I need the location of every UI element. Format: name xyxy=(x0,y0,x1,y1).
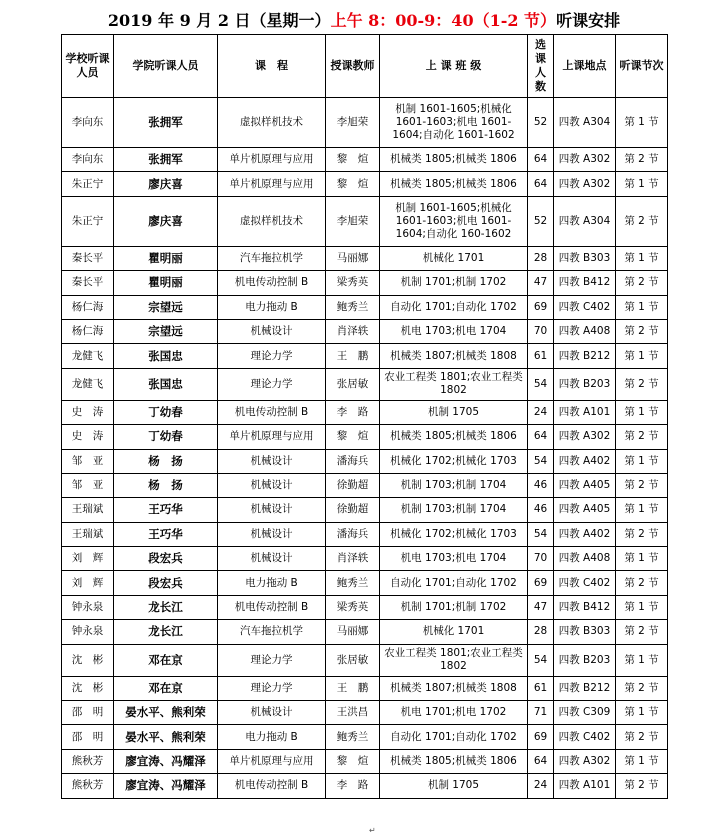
table-row xyxy=(62,749,668,773)
teacher-cell: 马丽娜 xyxy=(326,246,380,270)
count-cell: 46 xyxy=(528,498,554,522)
room-cell: 四教 B303 xyxy=(554,246,616,270)
title-prefix: 2019 年 9 月 2 日（星期一） xyxy=(107,11,331,30)
room-cell: 四教 A408 xyxy=(554,319,616,343)
room-cell: 四教 A405 xyxy=(554,473,616,497)
header-course: 课 程 xyxy=(218,35,326,98)
teacher-cell: 鲍秀兰 xyxy=(326,571,380,595)
table-row xyxy=(62,620,668,644)
teacher-cell: 黎 煊 xyxy=(326,425,380,449)
classes-cell: 自动化 1701;自动化 1702 xyxy=(380,295,528,319)
classes-cell: 农业工程类 1801;农业工程类 1802 xyxy=(380,644,528,676)
teacher-cell: 王洪昌 xyxy=(326,701,380,725)
count-cell: 61 xyxy=(528,676,554,700)
course-cell: 理论力学 xyxy=(218,368,326,400)
school-person-cell: 李向东 xyxy=(62,98,114,148)
period-cell: 第 1 节 xyxy=(616,547,668,571)
school-person-cell: 朱正宁 xyxy=(62,172,114,196)
course-cell: 汽车拖拉机学 xyxy=(218,246,326,270)
college-person-cell: 张拥军 xyxy=(114,98,218,148)
period-cell: 第 1 节 xyxy=(616,246,668,270)
classes-cell: 机械类 1807;机械类 1808 xyxy=(380,344,528,368)
course-cell: 机械设计 xyxy=(218,498,326,522)
school-person-cell: 史 涛 xyxy=(62,400,114,424)
period-cell: 第 1 节 xyxy=(616,701,668,725)
course-cell: 机电传动控制 B xyxy=(218,271,326,295)
table-row xyxy=(62,473,668,497)
table-row xyxy=(62,196,668,246)
teacher-cell: 肖泽轶 xyxy=(326,319,380,343)
teacher-cell: 李 路 xyxy=(326,400,380,424)
period-cell: 第 2 节 xyxy=(616,571,668,595)
school-person-cell: 李向东 xyxy=(62,148,114,172)
teacher-cell: 李旭荣 xyxy=(326,98,380,148)
room-cell: 四教 A101 xyxy=(554,774,616,798)
school-person-cell: 沈 彬 xyxy=(62,644,114,676)
classes-cell: 机制 1601-1605;机械化 1601-1603;机电 1601-1604;自动化 1601-1602 xyxy=(380,98,528,148)
college-person-cell: 杨 扬 xyxy=(114,473,218,497)
teacher-cell: 王 鹏 xyxy=(326,344,380,368)
period-cell: 第 1 节 xyxy=(616,644,668,676)
period-cell: 第 1 节 xyxy=(616,98,668,148)
schedule-table xyxy=(61,34,668,799)
room-cell: 四教 C309 xyxy=(554,701,616,725)
count-cell: 47 xyxy=(528,271,554,295)
header-teacher: 授课教师 xyxy=(326,35,380,98)
count-cell: 61 xyxy=(528,344,554,368)
period-cell: 第 2 节 xyxy=(616,473,668,497)
count-cell: 52 xyxy=(528,196,554,246)
count-cell: 70 xyxy=(528,547,554,571)
course-cell: 单片机原理与应用 xyxy=(218,749,326,773)
course-cell: 机械设计 xyxy=(218,319,326,343)
school-person-cell: 秦长平 xyxy=(62,246,114,270)
count-cell: 71 xyxy=(528,701,554,725)
college-person-cell: 宗望远 xyxy=(114,319,218,343)
course-cell: 理论力学 xyxy=(218,644,326,676)
title-highlight: 上午 8：00-9：40（1-2 节） xyxy=(330,11,557,30)
classes-cell: 机制 1703;机制 1704 xyxy=(380,498,528,522)
teacher-cell: 徐勤超 xyxy=(326,498,380,522)
count-cell: 28 xyxy=(528,620,554,644)
course-cell: 电力拖动 B xyxy=(218,295,326,319)
college-person-cell: 王巧华 xyxy=(114,498,218,522)
course-cell: 机电传动控制 B xyxy=(218,595,326,619)
college-person-cell: 晏水平、熊利荣 xyxy=(114,725,218,749)
header-college: 学院听课人员 xyxy=(114,35,218,98)
college-person-cell: 王巧华 xyxy=(114,522,218,546)
course-cell: 单片机原理与应用 xyxy=(218,172,326,196)
count-cell: 52 xyxy=(528,98,554,148)
table-row xyxy=(62,425,668,449)
classes-cell: 机械类 1805;机械类 1806 xyxy=(380,148,528,172)
room-cell: 四教 A302 xyxy=(554,425,616,449)
table-row xyxy=(62,344,668,368)
classes-cell: 机械类 1805;机械类 1806 xyxy=(380,172,528,196)
school-person-cell: 熊秋芳 xyxy=(62,774,114,798)
room-cell: 四教 A402 xyxy=(554,522,616,546)
teacher-cell: 李旭荣 xyxy=(326,196,380,246)
period-cell: 第 2 节 xyxy=(616,368,668,400)
table-row xyxy=(62,725,668,749)
count-cell: 28 xyxy=(528,246,554,270)
table-row xyxy=(62,571,668,595)
room-cell: 四教 B212 xyxy=(554,676,616,700)
college-person-cell: 段宏兵 xyxy=(114,547,218,571)
school-person-cell: 杨仁海 xyxy=(62,319,114,343)
teacher-cell: 徐勤超 xyxy=(326,473,380,497)
header-row xyxy=(62,35,668,98)
school-person-cell: 史 涛 xyxy=(62,425,114,449)
classes-cell: 自动化 1701;自动化 1702 xyxy=(380,571,528,595)
room-cell: 四教 B203 xyxy=(554,368,616,400)
count-cell: 54 xyxy=(528,449,554,473)
school-person-cell: 王瑞斌 xyxy=(62,498,114,522)
college-person-cell: 晏水平、熊利荣 xyxy=(114,701,218,725)
teacher-cell: 马丽娜 xyxy=(326,620,380,644)
period-cell: 第 2 节 xyxy=(616,676,668,700)
count-cell: 47 xyxy=(528,595,554,619)
room-cell: 四教 B412 xyxy=(554,271,616,295)
classes-cell: 机制 1705 xyxy=(380,400,528,424)
period-cell: 第 1 节 xyxy=(616,498,668,522)
college-person-cell: 瞿明丽 xyxy=(114,271,218,295)
classes-cell: 机电 1703;机电 1704 xyxy=(380,547,528,571)
college-person-cell: 龙长江 xyxy=(114,595,218,619)
classes-cell: 机械化 1702;机械化 1703 xyxy=(380,449,528,473)
classes-cell: 机制 1701;机制 1702 xyxy=(380,271,528,295)
period-cell: 第 2 节 xyxy=(616,425,668,449)
school-person-cell: 熊秋芳 xyxy=(62,749,114,773)
period-cell: 第 2 节 xyxy=(616,620,668,644)
classes-cell: 农业工程类 1801;农业工程类 1802 xyxy=(380,368,528,400)
school-person-cell: 王瑞斌 xyxy=(62,522,114,546)
college-person-cell: 廖宜涛、冯耀泽 xyxy=(114,774,218,798)
count-cell: 54 xyxy=(528,368,554,400)
period-cell: 第 1 节 xyxy=(616,749,668,773)
school-person-cell: 龙健飞 xyxy=(62,368,114,400)
classes-cell: 机制 1601-1605;机械化 1601-1603;机电 1601-1604;自动化 160-1602 xyxy=(380,196,528,246)
room-cell: 四教 A402 xyxy=(554,449,616,473)
count-cell: 54 xyxy=(528,644,554,676)
classes-cell: 机制 1705 xyxy=(380,774,528,798)
college-person-cell: 杨 扬 xyxy=(114,449,218,473)
college-person-cell: 廖宜涛、冯耀泽 xyxy=(114,749,218,773)
table-row xyxy=(62,295,668,319)
course-cell: 机械设计 xyxy=(218,449,326,473)
period-cell: 第 2 节 xyxy=(616,319,668,343)
period-cell: 第 2 节 xyxy=(616,196,668,246)
room-cell: 四教 A304 xyxy=(554,196,616,246)
course-cell: 单片机原理与应用 xyxy=(218,425,326,449)
period-cell: 第 1 节 xyxy=(616,449,668,473)
room-cell: 四教 B412 xyxy=(554,595,616,619)
table-row xyxy=(62,498,668,522)
table-row xyxy=(62,547,668,571)
teacher-cell: 王 鹏 xyxy=(326,676,380,700)
course-cell: 理论力学 xyxy=(218,676,326,700)
paragraph-mark: ↵ xyxy=(369,826,376,835)
period-cell: 第 2 节 xyxy=(616,725,668,749)
course-cell: 机械设计 xyxy=(218,473,326,497)
teacher-cell: 潘海兵 xyxy=(326,449,380,473)
school-person-cell: 沈 彬 xyxy=(62,676,114,700)
table-row xyxy=(62,246,668,270)
teacher-cell: 黎 煊 xyxy=(326,172,380,196)
room-cell: 四教 A408 xyxy=(554,547,616,571)
count-cell: 64 xyxy=(528,148,554,172)
table-row xyxy=(62,701,668,725)
table-row xyxy=(62,319,668,343)
college-person-cell: 龙长江 xyxy=(114,620,218,644)
room-cell: 四教 A304 xyxy=(554,98,616,148)
course-cell: 汽车拖拉机学 xyxy=(218,620,326,644)
classes-cell: 机械化 1701 xyxy=(380,246,528,270)
classes-cell: 机制 1703;机制 1704 xyxy=(380,473,528,497)
room-cell: 四教 B303 xyxy=(554,620,616,644)
classes-cell: 机电 1703;机电 1704 xyxy=(380,319,528,343)
header-room: 上课地点 xyxy=(554,35,616,98)
college-person-cell: 邓在京 xyxy=(114,644,218,676)
teacher-cell: 张居敏 xyxy=(326,368,380,400)
header-period: 听课节次 xyxy=(616,35,668,98)
classes-cell: 机械化 1701 xyxy=(380,620,528,644)
period-cell: 第 2 节 xyxy=(616,774,668,798)
classes-cell: 机械化 1702;机械化 1703 xyxy=(380,522,528,546)
classes-cell: 机械类 1807;机械类 1808 xyxy=(380,676,528,700)
college-person-cell: 张拥军 xyxy=(114,148,218,172)
table-row xyxy=(62,172,668,196)
teacher-cell: 黎 煊 xyxy=(326,749,380,773)
table-row xyxy=(62,595,668,619)
course-cell: 机电传动控制 B xyxy=(218,774,326,798)
room-cell: 四教 A101 xyxy=(554,400,616,424)
count-cell: 69 xyxy=(528,571,554,595)
college-person-cell: 邓在京 xyxy=(114,676,218,700)
college-person-cell: 张国忠 xyxy=(114,344,218,368)
header-classes: 上 课 班 级 xyxy=(380,35,528,98)
room-cell: 四教 A302 xyxy=(554,749,616,773)
college-person-cell: 瞿明丽 xyxy=(114,246,218,270)
college-person-cell: 张国忠 xyxy=(114,368,218,400)
room-cell: 四教 A405 xyxy=(554,498,616,522)
count-cell: 24 xyxy=(528,774,554,798)
header-count: 选课人数 xyxy=(528,35,554,98)
count-cell: 69 xyxy=(528,295,554,319)
table-row xyxy=(62,676,668,700)
teacher-cell: 肖泽轶 xyxy=(326,547,380,571)
college-person-cell: 段宏兵 xyxy=(114,571,218,595)
teacher-cell: 黎 煊 xyxy=(326,148,380,172)
classes-cell: 自动化 1701;自动化 1702 xyxy=(380,725,528,749)
course-cell: 电力拖动 B xyxy=(218,571,326,595)
period-cell: 第 1 节 xyxy=(616,172,668,196)
teacher-cell: 鲍秀兰 xyxy=(326,725,380,749)
course-cell: 理论力学 xyxy=(218,344,326,368)
count-cell: 64 xyxy=(528,749,554,773)
count-cell: 46 xyxy=(528,473,554,497)
room-cell: 四教 C402 xyxy=(554,725,616,749)
count-cell: 64 xyxy=(528,425,554,449)
table-row xyxy=(62,368,668,400)
room-cell: 四教 A302 xyxy=(554,172,616,196)
school-person-cell: 邹 亚 xyxy=(62,449,114,473)
period-cell: 第 2 节 xyxy=(616,271,668,295)
course-cell: 电力拖动 B xyxy=(218,725,326,749)
college-person-cell: 廖庆喜 xyxy=(114,172,218,196)
header-school: 学校听课人员 xyxy=(62,35,114,98)
course-cell: 机械设计 xyxy=(218,701,326,725)
teacher-cell: 李 路 xyxy=(326,774,380,798)
table-row xyxy=(62,449,668,473)
table-row xyxy=(62,271,668,295)
college-person-cell: 丁幼春 xyxy=(114,400,218,424)
classes-cell: 机电 1701;机电 1702 xyxy=(380,701,528,725)
school-person-cell: 刘 辉 xyxy=(62,571,114,595)
course-cell: 机电传动控制 B xyxy=(218,400,326,424)
room-cell: 四教 C402 xyxy=(554,571,616,595)
school-person-cell: 朱正宁 xyxy=(62,196,114,246)
table-row xyxy=(62,522,668,546)
table-row xyxy=(62,644,668,676)
room-cell: 四教 B212 xyxy=(554,344,616,368)
classes-cell: 机械类 1805;机械类 1806 xyxy=(380,425,528,449)
teacher-cell: 张居敏 xyxy=(326,644,380,676)
count-cell: 70 xyxy=(528,319,554,343)
page-title xyxy=(0,8,728,31)
college-person-cell: 丁幼春 xyxy=(114,425,218,449)
period-cell: 第 1 节 xyxy=(616,400,668,424)
title-suffix: 听课安排 xyxy=(556,11,621,30)
room-cell: 四教 C402 xyxy=(554,295,616,319)
table-row xyxy=(62,400,668,424)
school-person-cell: 杨仁海 xyxy=(62,295,114,319)
table-row xyxy=(62,148,668,172)
course-cell: 机械设计 xyxy=(218,522,326,546)
school-person-cell: 邵 明 xyxy=(62,701,114,725)
classes-cell: 机制 1701;机制 1702 xyxy=(380,595,528,619)
period-cell: 第 1 节 xyxy=(616,295,668,319)
period-cell: 第 1 节 xyxy=(616,595,668,619)
school-person-cell: 秦长平 xyxy=(62,271,114,295)
count-cell: 24 xyxy=(528,400,554,424)
table-row xyxy=(62,98,668,148)
teacher-cell: 梁秀英 xyxy=(326,595,380,619)
course-cell: 虚拟样机技术 xyxy=(218,196,326,246)
school-person-cell: 邹 亚 xyxy=(62,473,114,497)
course-cell: 机械设计 xyxy=(218,547,326,571)
classes-cell: 机械类 1805;机械类 1806 xyxy=(380,749,528,773)
school-person-cell: 刘 辉 xyxy=(62,547,114,571)
room-cell: 四教 B203 xyxy=(554,644,616,676)
room-cell: 四教 A302 xyxy=(554,148,616,172)
school-person-cell: 钟永泉 xyxy=(62,620,114,644)
count-cell: 54 xyxy=(528,522,554,546)
school-person-cell: 龙健飞 xyxy=(62,344,114,368)
period-cell: 第 1 节 xyxy=(616,344,668,368)
table-row xyxy=(62,774,668,798)
period-cell: 第 2 节 xyxy=(616,148,668,172)
teacher-cell: 鲍秀兰 xyxy=(326,295,380,319)
college-person-cell: 廖庆喜 xyxy=(114,196,218,246)
school-person-cell: 钟永泉 xyxy=(62,595,114,619)
teacher-cell: 潘海兵 xyxy=(326,522,380,546)
course-cell: 单片机原理与应用 xyxy=(218,148,326,172)
school-person-cell: 邵 明 xyxy=(62,725,114,749)
period-cell: 第 2 节 xyxy=(616,522,668,546)
college-person-cell: 宗望远 xyxy=(114,295,218,319)
course-cell: 虚拟样机技术 xyxy=(218,98,326,148)
count-cell: 64 xyxy=(528,172,554,196)
teacher-cell: 梁秀英 xyxy=(326,271,380,295)
count-cell: 69 xyxy=(528,725,554,749)
